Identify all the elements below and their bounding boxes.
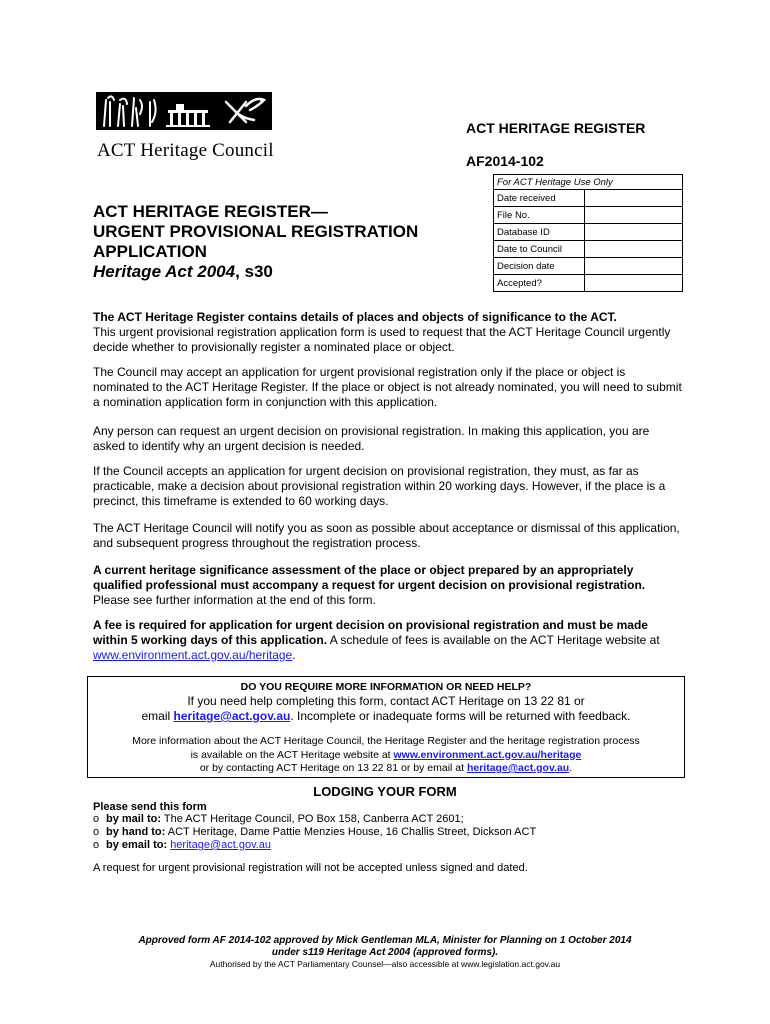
office-use-field[interactable]	[585, 224, 683, 241]
help-box	[87, 676, 685, 778]
send-detail: ACT Heritage, Dame Pattie Menzies House, 16 Challis Street, Dickson ACT	[165, 826, 537, 838]
bullet-icon: o	[93, 813, 100, 825]
help-more-line	[98, 749, 674, 763]
register-label: ACT HERITAGE REGISTER	[466, 120, 646, 136]
send-item-hand	[93, 826, 536, 838]
logo-text: ACT Heritage Council	[97, 140, 274, 161]
help-email-link[interactable]: heritage@act.gov.au	[173, 709, 291, 723]
help-more-line	[98, 762, 674, 776]
bullet-icon: o	[93, 826, 100, 838]
help-more-text: or by contacting ACT Heritage on 13 22 81 or by email at	[199, 762, 467, 774]
paragraph-request: Any person can request an urgent decision on provisional registration. In making this application, you are asked to identify why an urgent decision is needed.	[93, 424, 650, 453]
help-website-link[interactable]: www.environment.act.gov.au/heritage	[393, 748, 582, 761]
send-intro: Please send this form	[93, 801, 207, 813]
paragraph-nomination: The Council may accept an application for urgent provisional registration only if the place or object is nominated to the ACT Heritage Register. If the place or object is not already nominated, you will need to submit a nomination application form in conjunction with this application.	[93, 365, 682, 409]
paragraph-fee	[93, 618, 683, 663]
office-use-label: Date received	[494, 190, 585, 207]
logo-emblem-icon	[96, 92, 272, 130]
heritage-website-link[interactable]: www.environment.act.gov.au/heritage	[93, 648, 293, 662]
help-more-email-link[interactable]: heritage@act.gov.au	[466, 762, 570, 774]
help-line	[88, 709, 684, 723]
footer-approval-line: Approved form AF 2014-102 approved by Mick Gentleman MLA, Minister for Planning on 1 October 2014	[138, 935, 632, 946]
office-use-label: File No.	[494, 207, 585, 224]
paragraph-notify: The ACT Heritage Council will notify you as soon as possible about acceptance or dismissal of this application, and subsequent progress throughout the registration process.	[93, 521, 680, 550]
help-more-info	[98, 735, 674, 776]
footer-approval	[0, 935, 770, 959]
send-method: by email to:	[106, 839, 168, 851]
send-item-mail	[93, 813, 464, 825]
signed-note: A request for urgent provisional registration will not be accepted unless signed and dated.	[93, 862, 528, 874]
help-more-end: .	[569, 762, 573, 774]
help-heading: DO YOU REQUIRE MORE INFORMATION OR NEED HELP?	[240, 681, 532, 693]
office-use-field[interactable]	[585, 258, 683, 275]
paragraph-timeframe: If the Council accepts an application for urgent decision on provisional registration, they must, as far as practicable, make a decision about provisional registration within 20 working days. However, if the place is a precinct, this timeframe is extended to 60 working days.	[93, 464, 666, 508]
office-use-label: Database ID	[494, 224, 585, 241]
office-use-field[interactable]	[585, 275, 683, 292]
fee-bold: A fee is required for application for urgent decision on provisional registration and must be made within 5 working days of this application.	[93, 618, 648, 647]
help-more-line: More information about the ACT Heritage Council, the Heritage Register and the heritage registration process	[132, 735, 640, 747]
intro-text: This urgent provisional registration application form is used to request that the ACT Heritage Council urgently decide whether to provisionally register a nominated place or object.	[93, 325, 671, 354]
help-more-text: is available on the ACT Heritage website at	[190, 748, 394, 761]
act-name: Heritage Act 2004	[93, 262, 236, 281]
office-use-field[interactable]	[585, 207, 683, 224]
help-email-prefix: email	[141, 709, 174, 723]
office-use-label: Date to Council	[494, 241, 585, 258]
office-use-table	[493, 174, 683, 292]
page-title	[93, 202, 418, 282]
lodge-email-link[interactable]: heritage@act.gov.au	[170, 839, 272, 851]
title-line: APPLICATION	[93, 242, 207, 261]
send-method: by mail to:	[106, 813, 162, 825]
heritage-council-logo	[96, 92, 272, 130]
send-method: by hand to:	[106, 826, 166, 838]
footer-approval-line: under s119 Heritage Act 2004 (approved forms).	[271, 947, 499, 958]
title-act-line	[93, 262, 418, 282]
footer	[0, 935, 770, 970]
send-item-email	[93, 839, 271, 851]
send-detail: The ACT Heritage Council, PO Box 158, Canberra ACT 2601;	[161, 813, 464, 825]
office-use-field[interactable]	[585, 241, 683, 258]
help-email-suffix: . Incomplete or inadequate forms will be returned with feedback.	[290, 709, 631, 723]
fee-text: A schedule of fees is available on the ACT Heritage website at	[327, 633, 660, 647]
office-use-label: Accepted?	[494, 275, 585, 292]
title-line: ACT HERITAGE REGISTER—	[93, 202, 328, 221]
act-section: , s30	[235, 262, 273, 281]
office-use-label: Decision date	[494, 258, 585, 275]
assessment-bold: A current heritage significance assessment of the place or object prepared by an appropriately qualified professional must accompany a request for urgent decision on provisional registration.	[93, 563, 646, 592]
form-number: AF2014-102	[466, 153, 544, 169]
help-line: If you need help completing this form, contact ACT Heritage on 13 22 81 or	[187, 694, 585, 708]
office-use-heading: For ACT Heritage Use Only	[494, 175, 683, 190]
office-use-field[interactable]	[585, 190, 683, 207]
paragraph-assessment	[93, 563, 683, 608]
fee-end: .	[292, 648, 296, 662]
bullet-icon: o	[93, 839, 100, 851]
intro-bold: The ACT Heritage Register contains details of places and objects of significance to the ACT.	[93, 310, 617, 324]
intro-paragraph	[93, 310, 683, 355]
lodging-title: LODGING YOUR FORM	[313, 784, 457, 799]
assessment-text: Please see further information at the end of this form.	[93, 593, 376, 607]
footer-authorised: Authorised by the ACT Parliamentary Counsel—also accessible at www.legislation.act.gov.au	[209, 959, 561, 969]
title-line: URGENT PROVISIONAL REGISTRATION	[93, 222, 419, 241]
